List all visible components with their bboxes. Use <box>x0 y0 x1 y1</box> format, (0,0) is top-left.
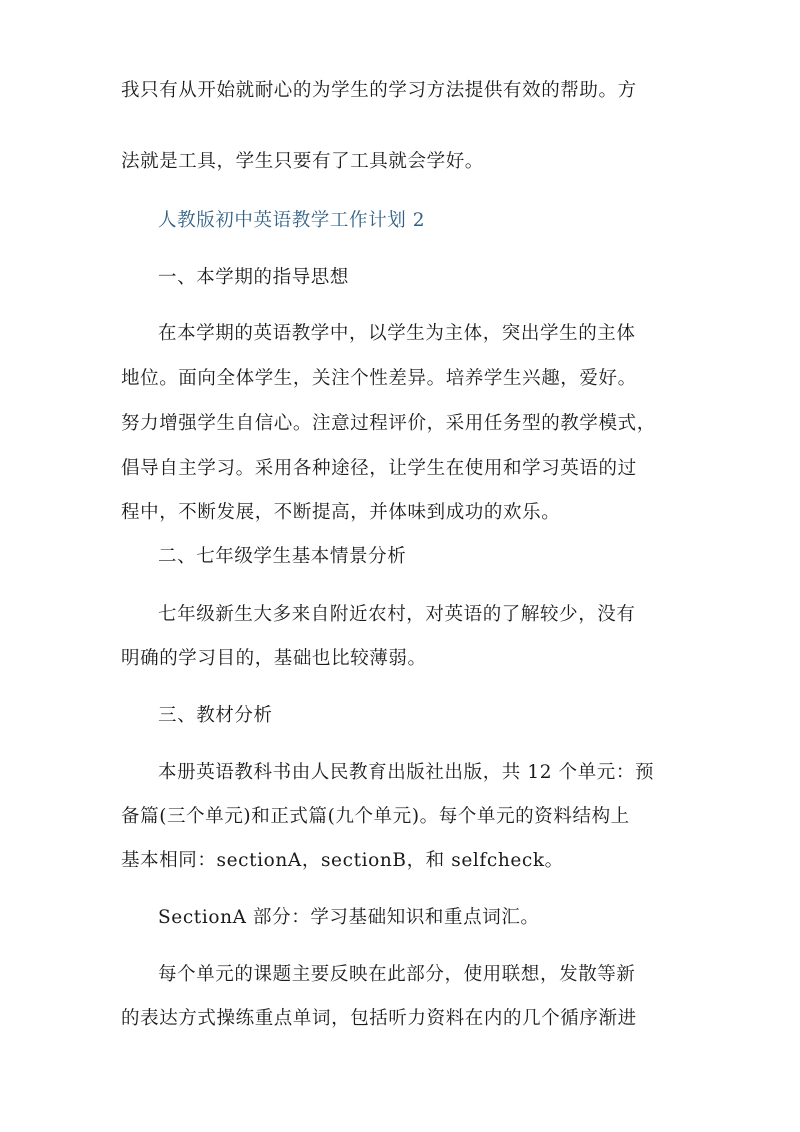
section-2-line-2: 明确的学习目的，基础也比较薄弱。 <box>121 648 427 669</box>
document-title: 人教版初中英语教学工作计划 2 <box>158 210 426 231</box>
section-1-line-4: 倡导自主学习。采用各种途径，让学生在使用和学习英语的过 <box>121 458 637 479</box>
section-3-p1-line-2: 备篇(三个单元)和正式篇(九个单元)。每个单元的资料结构上 <box>121 806 630 827</box>
section-heading-1: 一、本学期的指导思想 <box>158 267 350 288</box>
section-1-line-5: 程中，不断发展，不断提高，并体味到成功的欢乐。 <box>121 502 561 523</box>
section-3-p1-line-1: 本册英语教科书由人民教育出版社出版，共 12 个单元：预 <box>158 762 655 783</box>
section-heading-2: 二、七年级学生基本情景分析 <box>158 546 407 567</box>
section-1-line-1: 在本学期的英语教学中，以学生为主体，突出学生的主体 <box>158 323 636 344</box>
section-1-line-3: 努力增强学生自信心。注意过程评价，采用任务型的教学模式， <box>121 413 656 434</box>
section-3-p1-line-3: 基本相同：sectionA，sectionB，和 selfcheck。 <box>121 850 564 871</box>
intro-line-1: 我只有从开始就耐心的为学生的学习方法提供有效的帮助。方 <box>121 80 637 101</box>
section-2-line-1: 七年级新生大多来自附近农村，对英语的了解较少，没有 <box>158 604 636 625</box>
section-3-p3-line-2: 的表达方式操练重点单词，包括听力资料在内的几个循序渐进 <box>121 1008 637 1029</box>
section-3-p2-line-1: SectionA 部分：学习基础知识和重点词汇。 <box>158 907 540 928</box>
section-heading-3: 三、教材分析 <box>158 705 273 726</box>
intro-line-2: 法就是工具，学生只要有了工具就会学好。 <box>121 151 484 172</box>
section-1-line-2: 地位。面向全体学生，关注个性差异。培养学生兴趣，爱好。 <box>121 368 637 389</box>
section-3-p3-line-1: 每个单元的课题主要反映在此部分，使用联想，发散等新 <box>158 964 636 985</box>
